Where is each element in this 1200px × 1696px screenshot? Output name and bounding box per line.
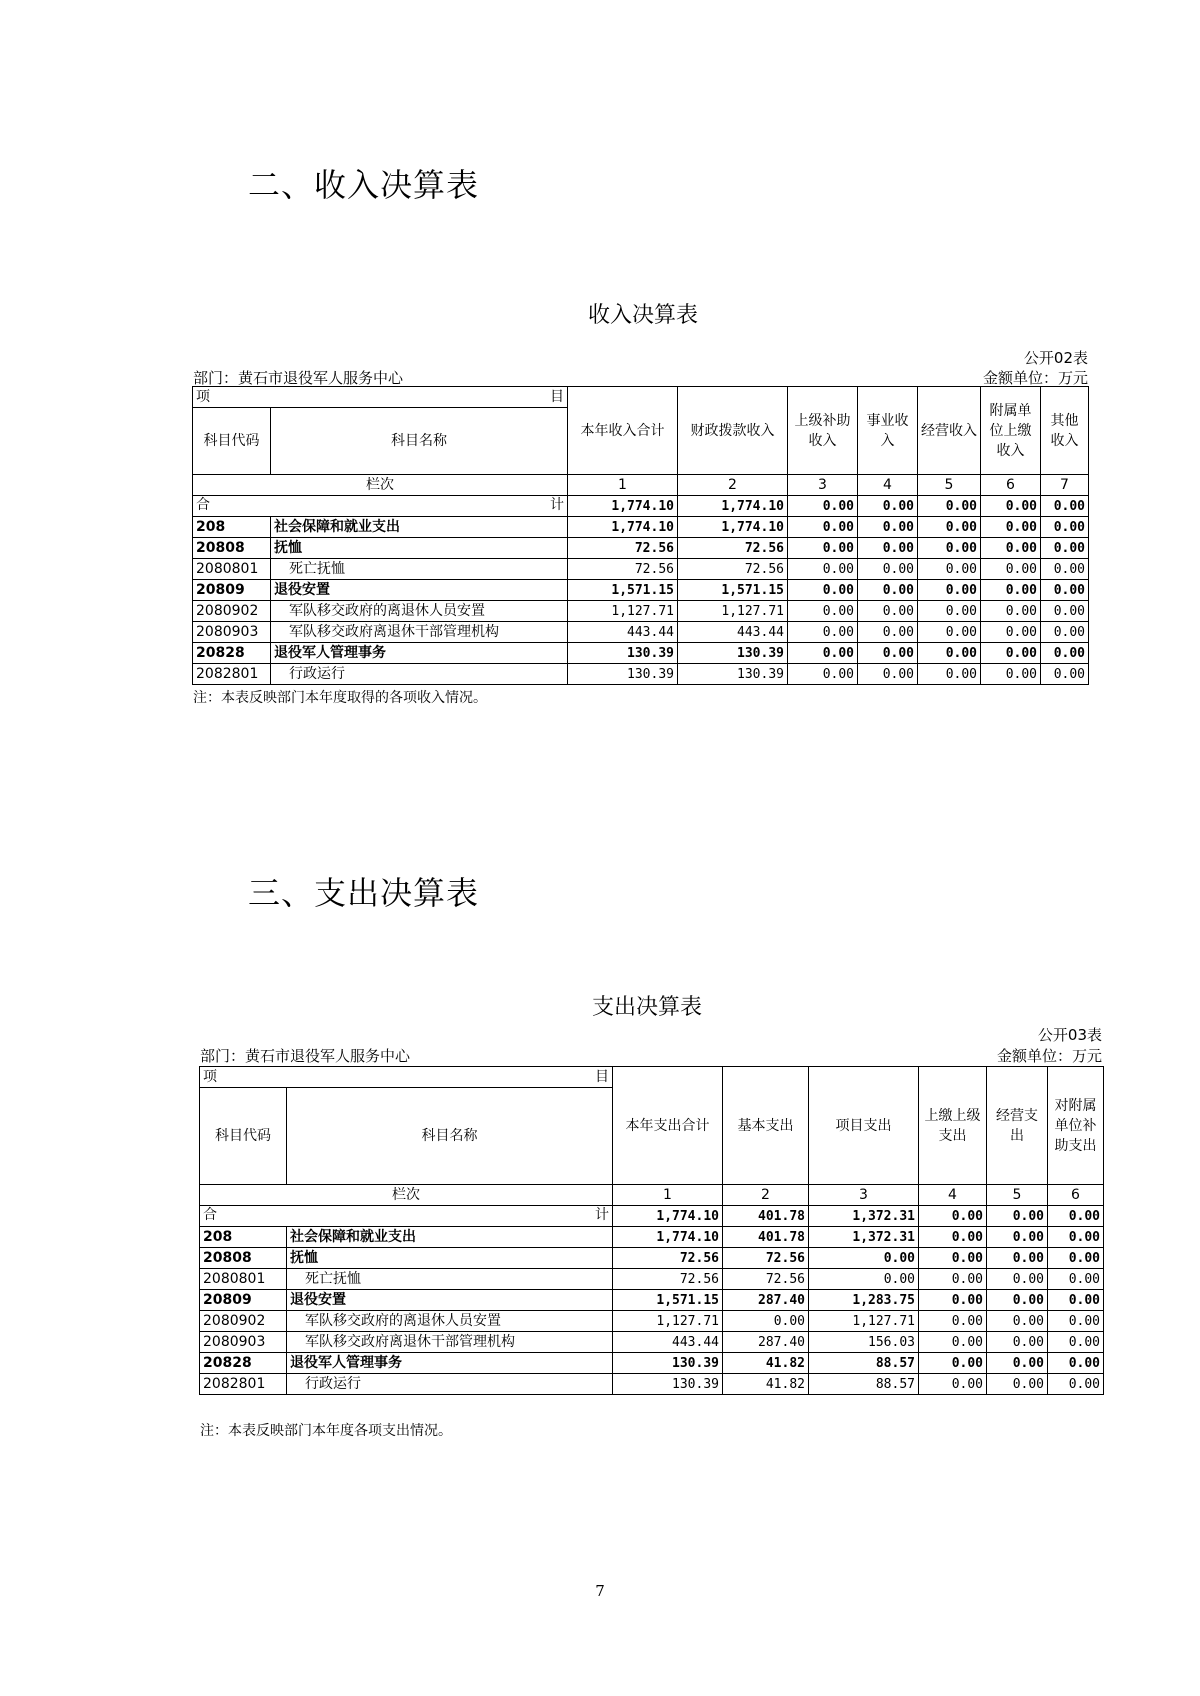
- amount-cell: 72.56: [568, 559, 678, 580]
- expense-col-number: 2: [723, 1185, 809, 1206]
- amount-cell: 0.00: [1048, 1311, 1104, 1332]
- amount-cell: 1,774.10: [678, 517, 788, 538]
- income-total-value: 0.00: [918, 496, 981, 517]
- subject-code: 2080902: [200, 1311, 287, 1332]
- amount-cell: 0.00: [919, 1353, 987, 1374]
- amount-cell: 72.56: [568, 538, 678, 559]
- expense-index-label: 栏次: [200, 1185, 613, 1206]
- amount-cell: 0.00: [858, 517, 918, 538]
- amount-cell: 0.00: [987, 1290, 1048, 1311]
- subject-code: 208: [193, 517, 271, 538]
- table-row: [200, 1311, 1104, 1332]
- income-section-heading: 二、收入决算表: [248, 166, 480, 204]
- income-total-value: 0.00: [858, 496, 918, 517]
- income-index-label: 栏次: [193, 475, 568, 496]
- amount-cell: 156.03: [809, 1332, 919, 1353]
- amount-cell: 0.00: [858, 538, 918, 559]
- amount-cell: 0.00: [987, 1311, 1048, 1332]
- table-row: [200, 1353, 1104, 1374]
- income-col-header-7: 其他收入: [1041, 387, 1089, 475]
- amount-cell: 72.56: [723, 1269, 809, 1290]
- expense-col-header-5: 经营支出: [987, 1067, 1048, 1185]
- expense-total-value: 0.00: [919, 1206, 987, 1227]
- amount-cell: 0.00: [788, 622, 858, 643]
- expense-col-number: 5: [987, 1185, 1048, 1206]
- amount-cell: 0.00: [788, 643, 858, 664]
- amount-cell: 130.39: [678, 643, 788, 664]
- expense-section-heading: 三、支出决算表: [248, 874, 480, 912]
- amount-cell: 41.82: [723, 1374, 809, 1395]
- subject-name: 行政运行: [287, 1374, 613, 1395]
- amount-cell: 0.00: [788, 517, 858, 538]
- subject-name: 死亡抚恤: [287, 1269, 613, 1290]
- amount-cell: 130.39: [678, 664, 788, 685]
- income-col-header-3: 上级补助收入: [788, 387, 858, 475]
- amount-cell: 0.00: [858, 601, 918, 622]
- expense-col-header-1: 本年支出合计: [613, 1067, 723, 1185]
- amount-cell: 0.00: [809, 1269, 919, 1290]
- income-col-number: 2: [678, 475, 788, 496]
- amount-cell: 0.00: [1048, 1374, 1104, 1395]
- subject-code: 2080902: [193, 601, 271, 622]
- amount-cell: 0.00: [723, 1311, 809, 1332]
- amount-cell: 1,127.71: [809, 1311, 919, 1332]
- amount-cell: 1,127.71: [613, 1311, 723, 1332]
- expense-total-left: 合: [203, 1207, 217, 1223]
- amount-cell: 0.00: [918, 643, 981, 664]
- amount-cell: 0.00: [981, 559, 1041, 580]
- amount-cell: 88.57: [809, 1374, 919, 1395]
- amount-cell: 72.56: [678, 538, 788, 559]
- amount-cell: 0.00: [918, 622, 981, 643]
- income-note: 注：本表反映部门本年度取得的各项收入情况。: [193, 690, 487, 706]
- subject-name: 退役军人管理事务: [287, 1353, 613, 1374]
- income-item-header: [193, 387, 568, 408]
- amount-cell: 287.40: [723, 1290, 809, 1311]
- amount-cell: 0.00: [788, 538, 858, 559]
- subject-code: 20809: [193, 580, 271, 601]
- amount-cell: 0.00: [1041, 559, 1089, 580]
- amount-cell: 0.00: [918, 580, 981, 601]
- amount-cell: 0.00: [1041, 601, 1089, 622]
- amount-cell: 0.00: [858, 580, 918, 601]
- amount-cell: 0.00: [788, 559, 858, 580]
- income-total-value: 0.00: [1041, 496, 1089, 517]
- table-row: [200, 1227, 1104, 1248]
- table-row: [200, 1332, 1104, 1353]
- subject-code: 20809: [200, 1290, 287, 1311]
- amount-cell: 41.82: [723, 1353, 809, 1374]
- subject-name: 军队移交政府离退休干部管理机构: [271, 622, 568, 643]
- table-row: [193, 643, 1089, 664]
- amount-cell: 0.00: [858, 622, 918, 643]
- amount-cell: 0.00: [987, 1227, 1048, 1248]
- expense-total-value: 1,774.10: [613, 1206, 723, 1227]
- income-total-label: [193, 496, 568, 517]
- income-col-header-5: 经营收入: [918, 387, 981, 475]
- income-col-number: 3: [788, 475, 858, 496]
- expense-total-value: 0.00: [987, 1206, 1048, 1227]
- table-row: [193, 664, 1089, 685]
- amount-cell: 0.00: [788, 601, 858, 622]
- income-col-number: 7: [1041, 475, 1089, 496]
- amount-cell: 0.00: [1048, 1353, 1104, 1374]
- amount-cell: 0.00: [987, 1248, 1048, 1269]
- amount-cell: 443.44: [678, 622, 788, 643]
- amount-cell: 0.00: [858, 559, 918, 580]
- income-total-value: 0.00: [981, 496, 1041, 517]
- amount-cell: 1,774.10: [613, 1227, 723, 1248]
- table-row: [193, 580, 1089, 601]
- expense-col-header-2: 基本支出: [723, 1067, 809, 1185]
- amount-cell: 72.56: [723, 1248, 809, 1269]
- subject-name: 退役安置: [271, 580, 568, 601]
- income-total-value: 1,774.10: [568, 496, 678, 517]
- amount-cell: 0.00: [918, 517, 981, 538]
- amount-cell: 0.00: [1048, 1332, 1104, 1353]
- subject-name: 军队移交政府的离退休人员安置: [271, 601, 568, 622]
- amount-cell: 0.00: [1048, 1248, 1104, 1269]
- income-name-header: 科目名称: [271, 408, 568, 475]
- subject-name: 社会保障和就业支出: [287, 1227, 613, 1248]
- amount-cell: 0.00: [987, 1374, 1048, 1395]
- amount-cell: 1,774.10: [568, 517, 678, 538]
- subject-code: 2082801: [200, 1374, 287, 1395]
- income-col-header-4: 事业收入: [858, 387, 918, 475]
- amount-cell: 1,127.71: [568, 601, 678, 622]
- income-col-header-2: 财政拨款收入: [678, 387, 788, 475]
- amount-cell: 287.40: [723, 1332, 809, 1353]
- amount-cell: 0.00: [987, 1332, 1048, 1353]
- subject-code: 2080801: [200, 1269, 287, 1290]
- amount-cell: 0.00: [987, 1269, 1048, 1290]
- amount-cell: 0.00: [919, 1227, 987, 1248]
- expense-code-header: 科目代码: [200, 1088, 287, 1185]
- subject-code: 20828: [193, 643, 271, 664]
- amount-cell: 0.00: [919, 1332, 987, 1353]
- amount-cell: 0.00: [1048, 1290, 1104, 1311]
- amount-cell: 130.39: [613, 1374, 723, 1395]
- amount-cell: 72.56: [613, 1248, 723, 1269]
- income-total-value: 0.00: [788, 496, 858, 517]
- amount-cell: 0.00: [981, 622, 1041, 643]
- expense-note: 注：本表反映部门本年度各项支出情况。: [200, 1423, 452, 1439]
- subject-code: 2080903: [200, 1332, 287, 1353]
- amount-cell: 72.56: [613, 1269, 723, 1290]
- expense-total-value: 401.78: [723, 1206, 809, 1227]
- amount-cell: 0.00: [919, 1290, 987, 1311]
- subject-name: 抚恤: [287, 1248, 613, 1269]
- income-col-number: 5: [918, 475, 981, 496]
- expense-col-header-4: 上缴上级支出: [919, 1067, 987, 1185]
- amount-cell: 0.00: [1041, 622, 1089, 643]
- amount-cell: 0.00: [918, 664, 981, 685]
- amount-cell: 0.00: [1041, 538, 1089, 559]
- subject-name: 行政运行: [271, 664, 568, 685]
- income-department: 部门：黄石市退役军人服务中心: [193, 369, 404, 387]
- amount-cell: 0.00: [788, 580, 858, 601]
- amount-cell: 0.00: [858, 643, 918, 664]
- income-col-header-1: 本年收入合计: [568, 387, 678, 475]
- income-item-right: 目: [550, 389, 564, 405]
- subject-name: 军队移交政府的离退休人员安置: [287, 1311, 613, 1332]
- expense-col-header-6: 对附属单位补助支出: [1048, 1067, 1104, 1185]
- subject-name: 抚恤: [271, 538, 568, 559]
- table-row: [200, 1290, 1104, 1311]
- amount-cell: 72.56: [678, 559, 788, 580]
- income-table-title: 收入决算表: [588, 303, 699, 328]
- amount-cell: 0.00: [981, 601, 1041, 622]
- page-number: 7: [595, 1582, 605, 1600]
- table-row: [193, 559, 1089, 580]
- income-code-header: 科目代码: [193, 408, 271, 475]
- expense-item-right: 目: [595, 1069, 609, 1085]
- expense-col-header-3: 项目支出: [809, 1067, 919, 1185]
- subject-code: 2080801: [193, 559, 271, 580]
- expense-col-number: 6: [1048, 1185, 1104, 1206]
- expense-total-value: 0.00: [1048, 1206, 1104, 1227]
- subject-code: 20808: [200, 1248, 287, 1269]
- subject-code: 208: [200, 1227, 287, 1248]
- amount-cell: 0.00: [981, 538, 1041, 559]
- amount-cell: 130.39: [613, 1353, 723, 1374]
- expense-unit: 金额单位：万元: [996, 1047, 1102, 1065]
- subject-name: 死亡抚恤: [271, 559, 568, 580]
- subject-code: 2082801: [193, 664, 271, 685]
- subject-code: 20828: [200, 1353, 287, 1374]
- subject-name: 退役军人管理事务: [271, 643, 568, 664]
- income-col-number: 1: [568, 475, 678, 496]
- amount-cell: 130.39: [568, 643, 678, 664]
- income-col-number: 4: [858, 475, 918, 496]
- amount-cell: 1,571.15: [568, 580, 678, 601]
- amount-cell: 0.00: [858, 664, 918, 685]
- income-unit: 金额单位：万元: [982, 369, 1088, 387]
- amount-cell: 1,283.75: [809, 1290, 919, 1311]
- amount-cell: 1,127.71: [678, 601, 788, 622]
- amount-cell: 0.00: [918, 538, 981, 559]
- income-total-left: 合: [196, 497, 210, 513]
- amount-cell: 1,571.15: [678, 580, 788, 601]
- income-table: [192, 386, 1089, 685]
- table-row: [200, 1248, 1104, 1269]
- table-row: [193, 538, 1089, 559]
- subject-code: 20808: [193, 538, 271, 559]
- expense-table: [199, 1066, 1104, 1395]
- amount-cell: 1,372.31: [809, 1227, 919, 1248]
- amount-cell: 0.00: [919, 1374, 987, 1395]
- income-col-header-6: 附属单位上缴收入: [981, 387, 1041, 475]
- table-row: [193, 601, 1089, 622]
- amount-cell: 0.00: [981, 580, 1041, 601]
- amount-cell: 0.00: [809, 1248, 919, 1269]
- amount-cell: 0.00: [981, 643, 1041, 664]
- amount-cell: 0.00: [918, 559, 981, 580]
- expense-department: 部门：黄石市退役军人服务中心: [200, 1047, 411, 1065]
- amount-cell: 0.00: [1041, 664, 1089, 685]
- subject-code: 2080903: [193, 622, 271, 643]
- subject-name: 退役安置: [287, 1290, 613, 1311]
- expense-item-left: 项: [203, 1069, 217, 1085]
- income-total-row: [193, 496, 1089, 517]
- amount-cell: 0.00: [1041, 580, 1089, 601]
- amount-cell: 0.00: [788, 664, 858, 685]
- expense-col-number: 4: [919, 1185, 987, 1206]
- amount-cell: 443.44: [568, 622, 678, 643]
- amount-cell: 443.44: [613, 1332, 723, 1353]
- subject-name: 军队移交政府离退休干部管理机构: [287, 1332, 613, 1353]
- amount-cell: 0.00: [919, 1248, 987, 1269]
- amount-cell: 0.00: [1041, 517, 1089, 538]
- table-row: [200, 1374, 1104, 1395]
- table-row: [200, 1269, 1104, 1290]
- amount-cell: 0.00: [918, 601, 981, 622]
- income-total-right: 计: [550, 497, 564, 513]
- expense-total-label: [200, 1206, 613, 1227]
- expense-total-right: 计: [595, 1207, 609, 1223]
- table-row: [193, 517, 1089, 538]
- amount-cell: 0.00: [1041, 643, 1089, 664]
- amount-cell: 130.39: [568, 664, 678, 685]
- income-item-left: 项: [196, 389, 210, 405]
- expense-total-value: 1,372.31: [809, 1206, 919, 1227]
- amount-cell: 0.00: [987, 1353, 1048, 1374]
- table-row: [193, 622, 1089, 643]
- amount-cell: 0.00: [981, 664, 1041, 685]
- income-col-number: 6: [981, 475, 1041, 496]
- amount-cell: 0.00: [1048, 1269, 1104, 1290]
- expense-item-header: [200, 1067, 613, 1088]
- expense-col-number: 3: [809, 1185, 919, 1206]
- expense-total-row: [200, 1206, 1104, 1227]
- amount-cell: 401.78: [723, 1227, 809, 1248]
- expense-col-number: 1: [613, 1185, 723, 1206]
- amount-cell: 0.00: [919, 1269, 987, 1290]
- amount-cell: 0.00: [1048, 1227, 1104, 1248]
- expense-table-title: 支出决算表: [592, 995, 703, 1020]
- income-total-value: 1,774.10: [678, 496, 788, 517]
- amount-cell: 88.57: [809, 1353, 919, 1374]
- subject-name: 社会保障和就业支出: [271, 517, 568, 538]
- income-form-code: 公开02表: [1023, 349, 1088, 367]
- amount-cell: 1,571.15: [613, 1290, 723, 1311]
- expense-form-code: 公开03表: [1037, 1026, 1102, 1044]
- amount-cell: 0.00: [981, 517, 1041, 538]
- expense-name-header: 科目名称: [287, 1088, 613, 1185]
- amount-cell: 0.00: [919, 1311, 987, 1332]
